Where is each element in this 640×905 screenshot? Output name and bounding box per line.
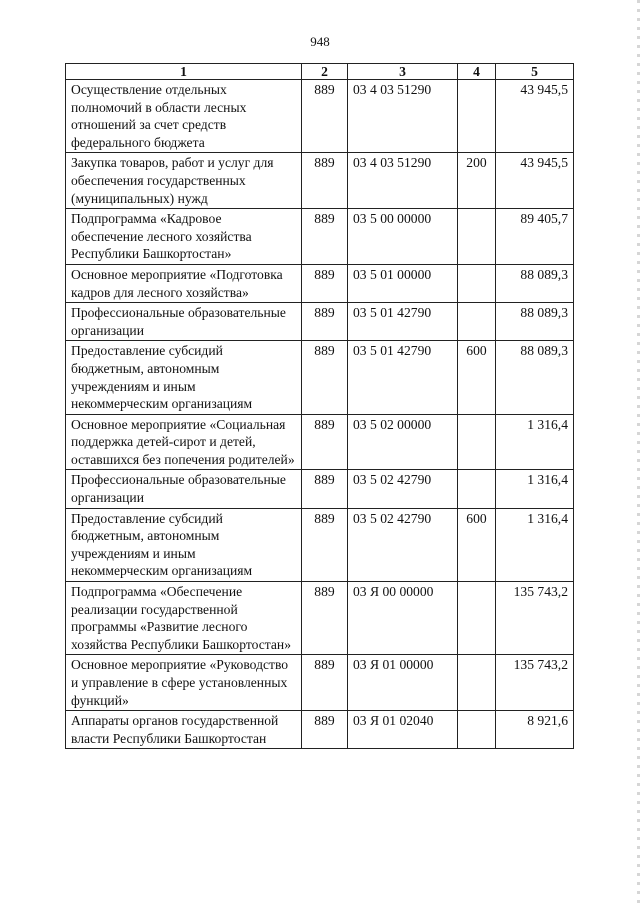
row-vr-code	[458, 414, 496, 470]
row-cs-code: 03 5 02 42790	[348, 470, 458, 508]
row-vr-code: 600	[458, 508, 496, 581]
row-cs-code: 03 5 02 00000	[348, 414, 458, 470]
row-vr-code	[458, 80, 496, 153]
row-name: Основное мероприятие «Социальная поддержка детей-сирот и детей, оставшихся без попечения родителей»	[66, 414, 302, 470]
header-col-4: 4	[458, 64, 496, 80]
header-row	[66, 64, 574, 80]
table-row	[66, 414, 574, 470]
budget-table	[65, 63, 574, 749]
row-gr-code: 889	[302, 80, 348, 153]
row-gr-code: 889	[302, 582, 348, 655]
row-gr-code: 889	[302, 341, 348, 414]
row-amount: 135 743,2	[496, 582, 574, 655]
row-gr-code: 889	[302, 470, 348, 508]
table-row	[66, 341, 574, 414]
row-name: Подпрограмма «Обеспечение реализации государственной программы «Развитие лесного хозяйства Республики Башкортостан»	[66, 582, 302, 655]
table-row	[66, 711, 574, 749]
row-cs-code: 03 5 00 00000	[348, 209, 458, 265]
row-cs-code: 03 5 02 42790	[348, 508, 458, 581]
row-amount: 43 945,5	[496, 153, 574, 209]
row-cs-code: 03 Я 00 00000	[348, 582, 458, 655]
row-name: Предоставление субсидий бюджетным, автономным учреждениям и иным некоммерческим организациям	[66, 508, 302, 581]
row-vr-code: 200	[458, 153, 496, 209]
table-header	[66, 64, 574, 80]
table-row	[66, 582, 574, 655]
row-gr-code: 889	[302, 414, 348, 470]
row-name: Профессиональные образовательные организации	[66, 303, 302, 341]
table-row	[66, 655, 574, 711]
table-row	[66, 80, 574, 153]
table-row	[66, 470, 574, 508]
row-vr-code	[458, 264, 496, 302]
row-name: Аппараты органов государственной власти Республики Башкортостан	[66, 711, 302, 749]
header-col-1: 1	[66, 64, 302, 80]
row-gr-code: 889	[302, 508, 348, 581]
row-vr-code	[458, 470, 496, 508]
row-name: Предоставление субсидий бюджетным, автономным учреждениям и иным некоммерческим организациям	[66, 341, 302, 414]
row-cs-code: 03 Я 01 02040	[348, 711, 458, 749]
table-row	[66, 209, 574, 265]
row-vr-code: 600	[458, 341, 496, 414]
row-amount: 135 743,2	[496, 655, 574, 711]
row-cs-code: 03 4 03 51290	[348, 153, 458, 209]
table-row	[66, 264, 574, 302]
row-cs-code: 03 5 01 42790	[348, 303, 458, 341]
row-amount: 88 089,3	[496, 264, 574, 302]
row-amount: 43 945,5	[496, 80, 574, 153]
row-amount: 1 316,4	[496, 470, 574, 508]
row-cs-code: 03 Я 01 00000	[348, 655, 458, 711]
row-gr-code: 889	[302, 264, 348, 302]
row-name: Закупка товаров, работ и услуг для обеспечения государственных (муниципальных) нужд	[66, 153, 302, 209]
row-name: Основное мероприятие «Подготовка кадров для лесного хозяйства»	[66, 264, 302, 302]
row-amount: 8 921,6	[496, 711, 574, 749]
row-cs-code: 03 4 03 51290	[348, 80, 458, 153]
row-amount: 89 405,7	[496, 209, 574, 265]
row-name: Подпрограмма «Кадровое обеспечение лесного хозяйства Республики Башкортостан»	[66, 209, 302, 265]
row-cs-code: 03 5 01 42790	[348, 341, 458, 414]
table-row	[66, 153, 574, 209]
row-gr-code: 889	[302, 711, 348, 749]
row-name: Осуществление отдельных полномочий в области лесных отношений за счет средств федерального бюджета	[66, 80, 302, 153]
row-amount: 1 316,4	[496, 508, 574, 581]
row-vr-code	[458, 582, 496, 655]
header-col-3: 3	[348, 64, 458, 80]
table-row	[66, 303, 574, 341]
row-gr-code: 889	[302, 655, 348, 711]
row-vr-code	[458, 303, 496, 341]
row-amount: 1 316,4	[496, 414, 574, 470]
row-name: Основное мероприятие «Руководство и управление в сфере установленных функций»	[66, 655, 302, 711]
row-name: Профессиональные образовательные организации	[66, 470, 302, 508]
row-amount: 88 089,3	[496, 341, 574, 414]
row-vr-code	[458, 655, 496, 711]
row-gr-code: 889	[302, 303, 348, 341]
row-amount: 88 089,3	[496, 303, 574, 341]
row-gr-code: 889	[302, 153, 348, 209]
page-number: 948	[310, 34, 330, 49]
row-cs-code: 03 5 01 00000	[348, 264, 458, 302]
header-col-2: 2	[302, 64, 348, 80]
row-vr-code	[458, 209, 496, 265]
row-vr-code	[458, 711, 496, 749]
table-row	[66, 508, 574, 581]
table-body	[66, 80, 574, 749]
row-gr-code: 889	[302, 209, 348, 265]
header-col-5: 5	[496, 64, 574, 80]
